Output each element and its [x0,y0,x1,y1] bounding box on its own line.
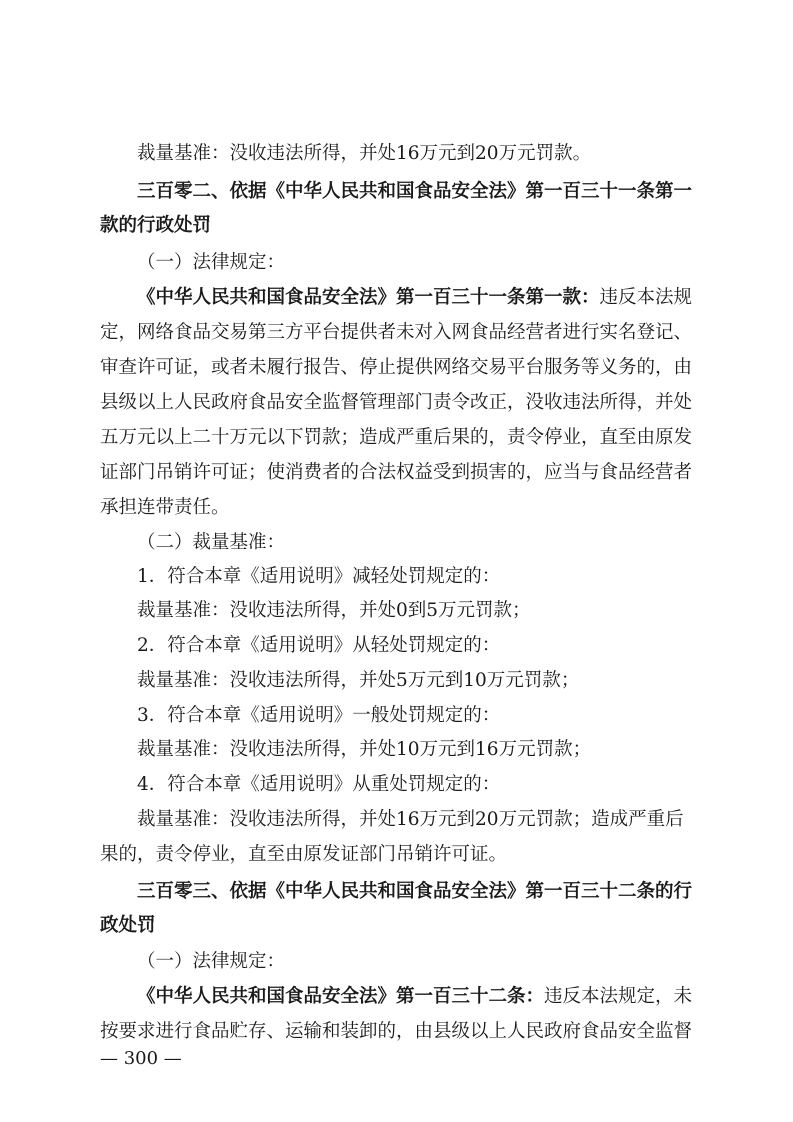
standard-text: 裁量基准：没收违法所得，并处16万元到20万元罚款。 [137,143,592,164]
law-title: 《中华人民共和国食品安全法》第一百三十二条： [137,986,545,1007]
item-standard: 裁量基准：没收违法所得，并处0到5万元罚款； [137,600,531,621]
item-text: 3．符合本章《适用说明》一般处罚规定的： [137,705,501,726]
law-text: 定，网络食品交易第三方平台提供者未对入网食品经营者进行实名登记、 [100,322,693,343]
subheading-text: （一）法律规定： [137,252,286,273]
heading-text: 款的行政处罚 [100,215,212,236]
law-text: 违反本法规定，未 [544,986,693,1007]
law-text: 五万元以上二十万元以下罚款；造成严重后果的，责令停业，直至由原发 [100,427,693,448]
subheading-text: （二）裁量基准： [137,532,286,553]
law-text: 县级以上人民政府食品安全监督管理部门责令改正，没收违法所得，并处 [100,392,693,413]
item-text: 1．符合本章《适用说明》减轻处罚规定的： [137,566,501,587]
law-lead [137,985,692,1009]
law-text: 审查许可证，或者未履行报告、停止提供网络交易平台服务等义务的，由 [100,357,693,378]
law-lead [137,286,692,310]
item-text: 4．符合本章《适用说明》从重处罚规定的： [137,774,501,795]
heading-text: 三百零二、依据《中华人民共和国食品安全法》第一百三十一条第一 [137,181,693,202]
heading-text: 政处罚 [100,915,156,936]
heading-text: 三百零三、依据《中华人民共和国食品安全法》第一百三十二条的行 [137,881,693,902]
item-standard: 裁量基准：没收违法所得，并处16万元到20万元罚款；造成严重后 [137,809,684,830]
item-text: 2．符合本章《适用说明》从轻处罚规定的： [137,635,501,656]
law-text: 违反本法规 [599,287,693,308]
law-text: 按要求进行食品贮存、运输和装卸的，由县级以上人民政府食品安全监督 [100,1021,693,1042]
page-number: — 300 — [100,1048,182,1069]
item-standard: 裁量基准：没收违法所得，并处10万元到16万元罚款； [137,739,592,760]
item-standard: 果的，责令停业，直至由原发证部门吊销许可证。 [100,844,508,865]
subheading-text: （一）法律规定： [137,951,286,972]
law-title: 《中华人民共和国食品安全法》第一百三十一条第一款： [137,287,600,308]
law-text: 承担连带责任。 [100,497,230,518]
law-text: 证部门吊销许可证；使消费者的合法权益受到损害的，应当与食品经营者 [100,462,693,483]
item-standard: 裁量基准：没收违法所得，并处5万元到10万元罚款； [137,670,580,691]
